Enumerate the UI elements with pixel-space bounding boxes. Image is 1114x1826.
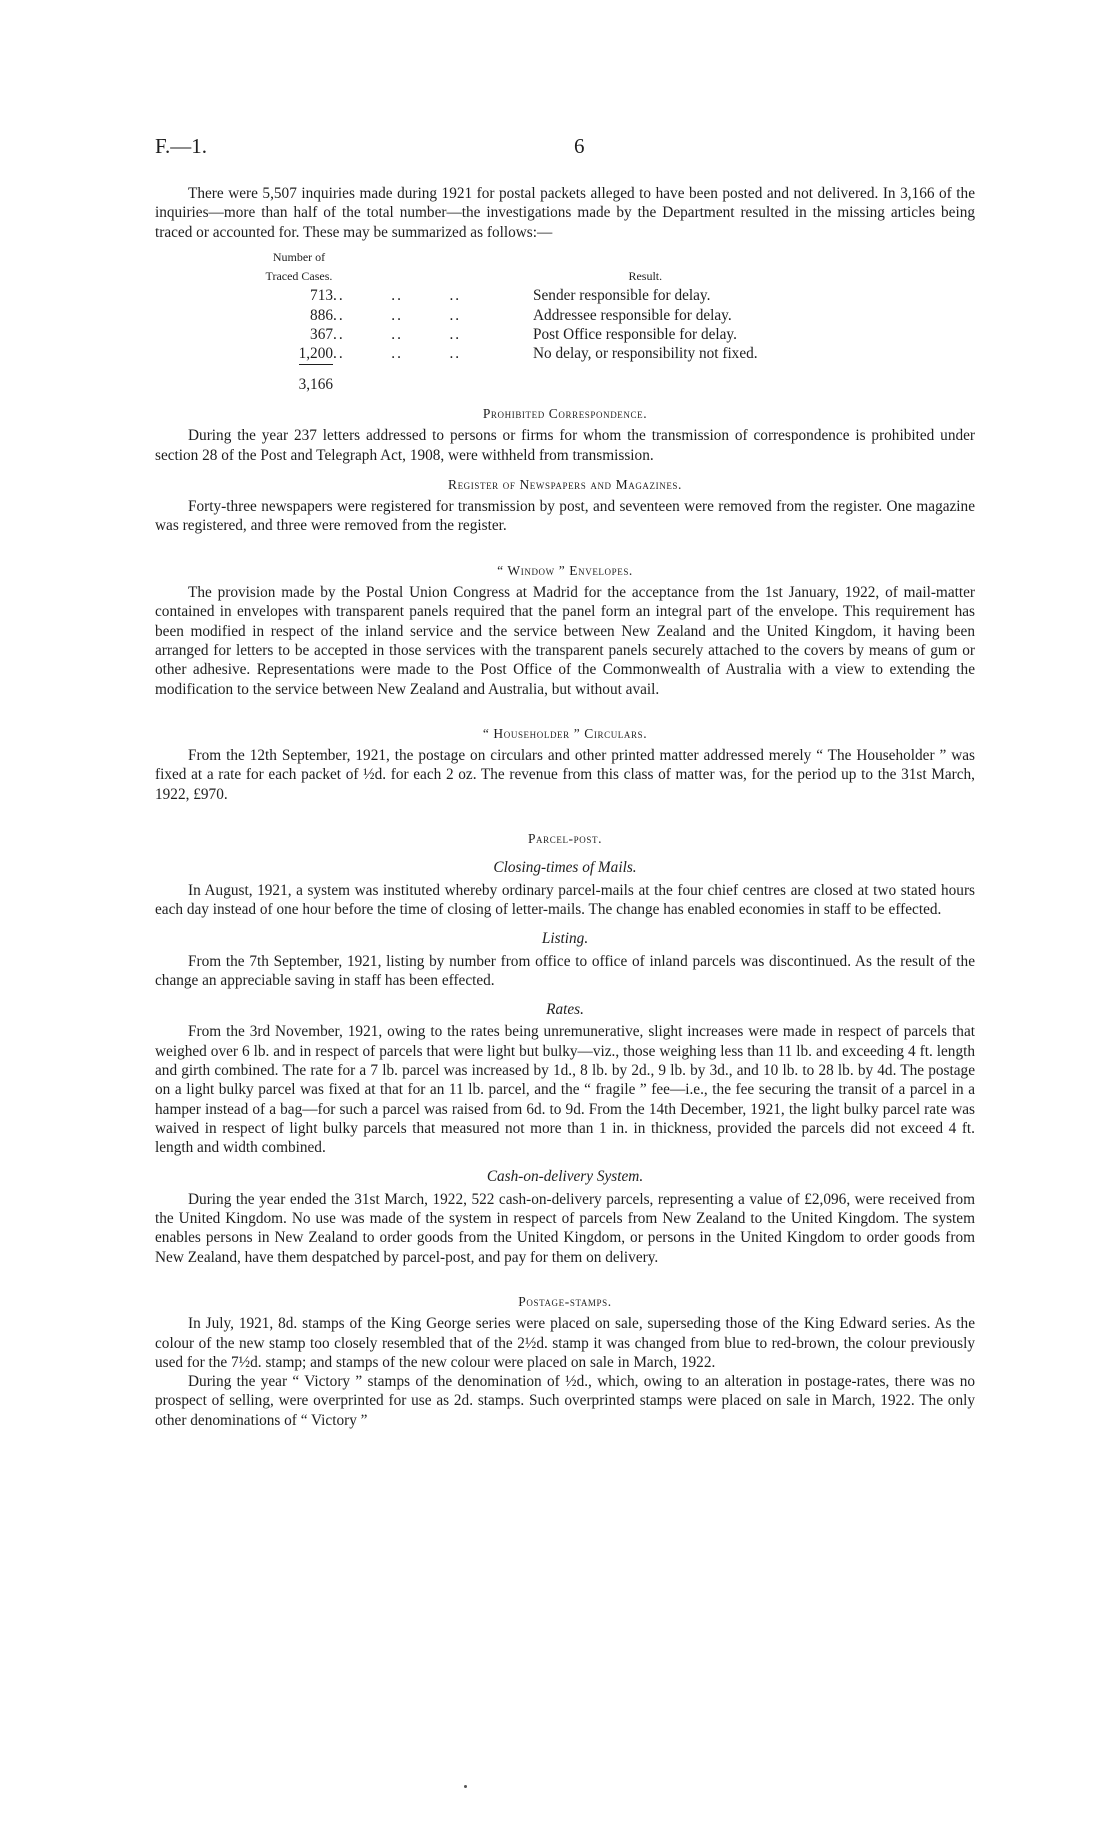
- table-total-row: [265, 364, 758, 394]
- case-count: 886: [310, 306, 333, 324]
- page-number: 6: [574, 134, 585, 158]
- listing-paragraph: From the 7th September, 1921, listing by number from office to office of inland parcels was discontinued. As the result of the change an appreciable saving in staff has been effected.: [155, 952, 975, 989]
- case-count: 1,200: [298, 345, 333, 363]
- number-column-header: Number of Traced Cases.: [265, 249, 333, 284]
- closing-times-subheading: Closing-times of Mails.: [493, 859, 637, 877]
- householder-heading: “ Householder ” Circulars.: [482, 725, 648, 741]
- case-count: 713: [310, 287, 333, 305]
- prohibited-heading: Prohibited Correspondence.: [482, 405, 648, 421]
- register-paragraph: Forty-three newspapers were registered for transmission by post, and seventeen were removed from the register. One magazine was registered, and three were removed from the register.: [155, 498, 975, 535]
- result-column-header: Result.: [628, 269, 663, 284]
- rates-paragraph: From the 3rd November, 1921, owing to the rates being unremunerative, slight increases were made in respect of parcels that weighed over 6 lb. and in respect of parcels that were light but bulky—viz., those weighing less than 11 lb. and exceeding 4 ft. length and girth combined. The rate for a 7 lb. parcel was increased by 1d., 8 lb. by 2d., 9 lb. by 3d., and 10 lb. to 28 lb. by 4d. The postage on a light bulky parcel was fixed at that for an 11 lb. parcel, and the “ fragile ” fee—i.e., the fee securing the transit of a parcel in a hamper instead of a bag—for such a parcel was raised from 6d. to 9d. From the 14th December, 1921, the light bulky parcel rate was waived in respect of light bulky parcels that measured not more than 1 in. in thickness, provided the parcels did not exceed 4 ft. length and width combined.: [155, 1023, 975, 1157]
- report-reference: F.—1.: [155, 134, 207, 158]
- total-cases: 3,166: [299, 364, 333, 394]
- page-header: [155, 134, 975, 164]
- register-heading: Register of Newspapers and Magazines.: [447, 476, 683, 492]
- parcel-post-heading: Parcel-post.: [527, 831, 603, 847]
- table-row: 367 .. .. .. Post Office responsible for delay.: [265, 325, 758, 344]
- window-envelopes-heading: “ Window ” Envelopes.: [497, 562, 633, 578]
- prohibited-paragraph: During the year 237 letters addressed to persons or firms for whom the transmission of correspondence is prohibited under section 28 of the Post and Telegraph Act, 1908, were withheld from transmission.: [155, 427, 975, 464]
- postage-stamps-heading: Postage-stamps.: [518, 1293, 612, 1309]
- case-result: Sender responsible for delay.: [533, 287, 711, 305]
- case-result: Post Office responsible for delay.: [533, 326, 737, 344]
- cod-paragraph: During the year ended the 31st March, 1922, 522 cash-on-delivery parcels, representing a value of £2,096, were received from the United Kingdom. No use was made of the system in respect of parcels from New Zealand to the United Kingdom. The system enables persons in New Zealand to order goods from the United Kingdom, or persons in the United Kingdom to order goods from New Zealand, have them despatched by parcel-post, and pay for them on delivery.: [155, 1190, 975, 1266]
- rates-subheading: Rates.: [546, 1001, 584, 1019]
- intro-paragraph: There were 5,507 inquiries made during 1921 for postal packets alleged to have been posted and not delivered. In 3,166 of the inquiries—more than half of the total number—the investigations made by the Department resulted in the missing articles being traced or accounted for. These may be summarized as follows:—: [155, 185, 975, 241]
- table-row: 886 .. .. .. Addressee responsible for delay.: [265, 306, 758, 325]
- page-content: [155, 184, 975, 1430]
- window-envelopes-paragraph: The provision made by the Postal Union Congress at Madrid for the acceptance from the 1st January, 1922, of mail-matter contained in envelopes with transparent panels required that the panel form an integral part of the envelope. This requirement has been modified in respect of the inland service and the service between New Zealand and the United Kingdom, it having been arranged for letters to be accepted in those services with the transparent panels securely attached to the covers by means of gum or other adhesive. Representations were made to the Post Office of the Commonwealth of Australia with a view to extending the modification to the service between New Zealand and Australia, but without avail.: [155, 584, 975, 698]
- case-result: Addressee responsible for delay.: [533, 306, 732, 324]
- table-row: 713 .. .. .. Sender responsible for delay.: [265, 286, 758, 305]
- table-row: 1,200 .. .. .. No delay, or responsibility not fixed.: [265, 344, 758, 363]
- listing-subheading: Listing.: [541, 930, 589, 948]
- cod-subheading: Cash-on-delivery System.: [486, 1168, 644, 1186]
- postage-stamps-paragraph-2: During the year “ Victory ” stamps of the denomination of ½d., which, owing to an alteration in postage-rates, there was no prospect of selling, were overprinted for use as 2d. stamps. Such overprinted stamps were placed on sale in March, 1922. The only other denominations of “ Victory ”: [155, 1373, 975, 1429]
- postage-stamps-paragraph-1: In July, 1921, 8d. stamps of the King George series were placed on sale, superseding those of the King Edward series. As the colour of the new stamp too closely resembled that of the 2½d. stamp it was changed from blue to red-brown, the colour previously used for the 7½d. stamp; and stamps of the new colour were placed on sale in March, 1922.: [155, 1315, 975, 1371]
- table-header-row: [265, 248, 758, 287]
- case-result: No delay, or responsibility not fixed.: [533, 345, 758, 363]
- traced-cases-table: [265, 248, 758, 394]
- householder-paragraph: From the 12th September, 1921, the postage on circulars and other printed matter addressed merely “ The Householder ” was fixed at a rate for each packet of ½d. for each 2 oz. The revenue from this class of matter was, for the period up to the 31st March, 1922, £970.: [155, 747, 975, 803]
- case-count: 367: [310, 326, 333, 344]
- print-mark: [464, 1785, 467, 1788]
- closing-times-paragraph: In August, 1921, a system was instituted whereby ordinary parcel-mails at the four chief centres are closed at two stated hours each day instead of one hour before the time of closing of letter-mails. The change has enabled economies in staff to be effected.: [155, 881, 975, 918]
